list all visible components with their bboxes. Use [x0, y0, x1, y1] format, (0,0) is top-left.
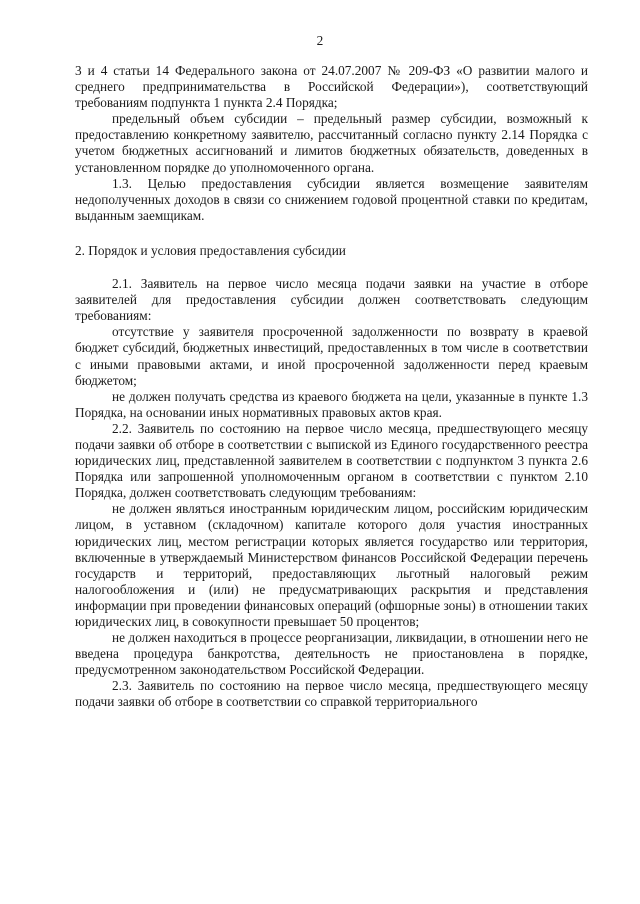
paragraph-no-overdue-debt: отсутствие у заявителя просроченной задолженности по возврату в краевой бюджет субсидий, бюджетных инвестиций, предоставленных в том числе в соответствии с иными правовыми актами, и иной просроченной задолженности перед краевым бюджетом;: [75, 324, 588, 388]
paragraph-not-foreign-entity: не должен являться иностранным юридическим лицом, российским юридическим лицом, в уставном (складочном) капитале которого доля участия иностранных юридических лиц, местом регистрации которых является государство или территория, включенные в утверждаемый Министерством финансов Российской Федерации перечень государств и территорий, предоставляющих льготный налоговый режим налогообложения и (или) не предусматривающих раскрытия и представления информации при проведении финансовых операций (офшорные зоны) в отношении таких юридических лиц, в совокупности превышает 50 процентов;: [75, 501, 588, 629]
paragraph-2-3: 2.3. Заявитель по состоянию на первое число месяца, предшествующего месяцу подачи заявки об отборе в соответствии со справкой территориального: [75, 678, 588, 710]
paragraph-subsidy-limit: предельный объем субсидии – предельный размер субсидии, возможный к предоставлению конкретному заявителю, рассчитанный согласно пункту 2.14 Порядка с учетом бюджетных ассигнований и лимитов бюджетных обязательств, доведенных в установленном порядке до уполномоченного органа.: [75, 111, 588, 175]
paragraph-no-reorganization: не должен находиться в процессе реорганизации, ликвидации, в отношении него не введена процедура банкротства, деятельность не приостановлена в порядке, предусмотренном законодательством Российской Федерации.: [75, 630, 588, 678]
document-body: [75, 63, 588, 711]
paragraph-continuation: 3 и 4 статьи 14 Федерального закона от 24.07.2007 № 209-ФЗ «О развитии малого и среднего предпринимательства в Российской Федерации»), соответствующий требованиям подпункта 1 пункта 2.4 Порядка;: [75, 63, 588, 111]
paragraph-no-budget-funds: не должен получать средства из краевого бюджета на цели, указанные в пункте 1.3 Порядка, на основании иных нормативных правовых актов края.: [75, 388, 588, 420]
section-heading: 2. Порядок и условия предоставления субсидии: [75, 242, 346, 258]
paragraph-2-1: 2.1. Заявитель на первое число месяца подачи заявки на участие в отборе заявителей для предоставления субсидии должен соответствовать следующим требованиям:: [75, 276, 588, 324]
paragraph-2-2: 2.2. Заявитель по состоянию на первое число месяца, предшествующего месяцу подачи заявки об отборе в соответствии с выпиской из Единого государственного реестра юридических лиц, представленной заявителем в соответствии с подпунктом 3 пункта 2.6 Порядка или запрошенной уполномоченным органом в соответствии с пунктом 2.10 Порядка, должен соответствовать следующим требованиям:: [75, 420, 588, 501]
paragraph-1-3-purpose: 1.3. Целью предоставления субсидии является возмещение заявителям недополученных доходов в связи со снижением годовой процентной ставки по кредитам, выданным заемщикам.: [75, 175, 588, 223]
page-number: 2: [316, 33, 324, 48]
